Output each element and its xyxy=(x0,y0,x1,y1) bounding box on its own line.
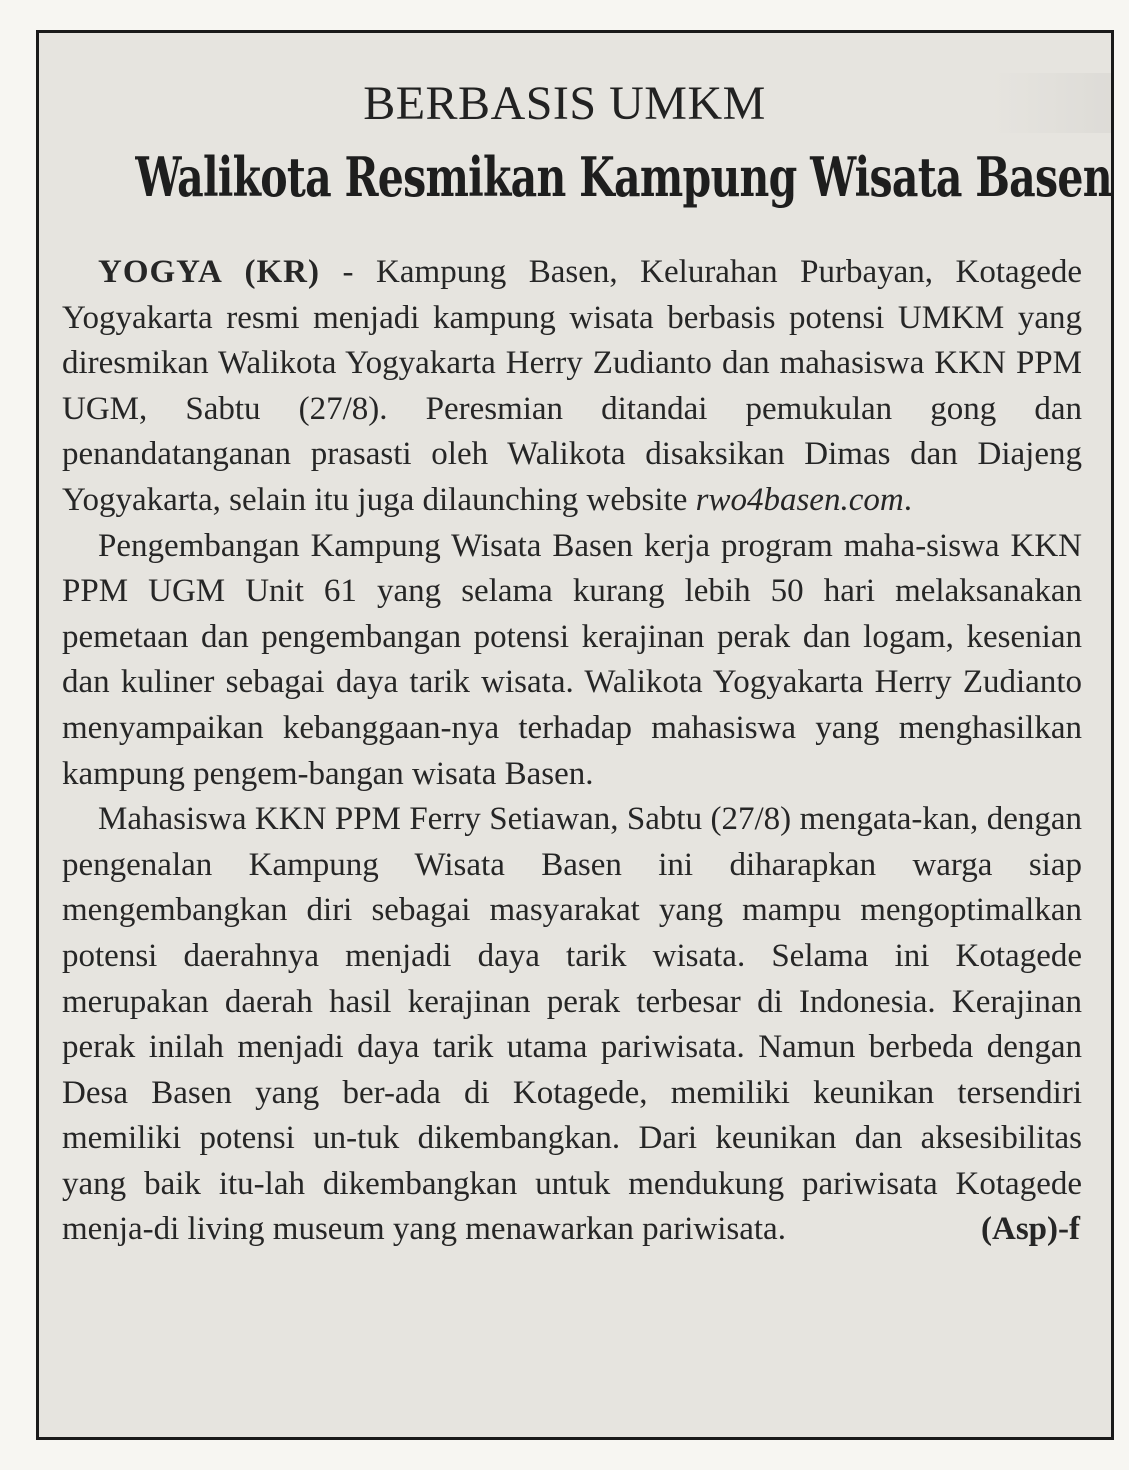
article-headline: Walikota Resmikan Kampung Wisata Basen xyxy=(135,145,1112,209)
paragraph-2: Pengembangan Kampung Wisata Basen kerja program maha-siswa KKN PPM UGM Unit 61 yang selama kurang lebih 50 hari melaksanakan pemetaan dan pengembangan potensi kerajinan perak dan logam, kesenian dan kuliner sebagai daya tarik wisata. Walikota Yogyakarta Herry Zudianto menyampaikan kebanggaan-nya terhadap mahasiswa yang menghasilkan kampung pengem-bangan wisata Basen. xyxy=(62,527,1082,792)
article-kicker: BERBASIS UMKM xyxy=(363,77,766,130)
paragraph-1-text: - Kampung Basen, Kelurahan Purbayan, Kotagede Yogyakarta resmi menjadi kampung wisata berbasis potensi UMKM yang diresmikan Walikota Yogyakarta Herry Zudianto dan mahasiswa KKN PPM UGM, Sabtu (27/8). Peresmian ditandai pemukulan gong dan penandatanganan prasasti oleh Walikota disaksikan Dimas dan Diajeng Yogyakarta, selain itu juga dilaunching website xyxy=(62,254,1082,518)
paragraph-3-text: Mahasiswa KKN PPM Ferry Setiawan, Sabtu (27/8) mengata-kan, dengan pengenalan Kampung Wisata Basen ini diharapkan warga siap mengembangkan diri sebagai masyarakat yang mampu mengoptimalkan potensi daerahnya menjadi daya tarik wisata. Selama ini Kotagede merupakan daerah hasil kerajinan perak terbesar di Indonesia. Kerajinan perak inilah menjadi daya tarik utama pariwisata. Namun berbeda dengan Desa Basen yang ber-ada di Kotagede, memiliki keunikan tersendiri memiliki potensi un-tuk dikembangkan. Dari keunikan dan aksesibilitas yang baik itu-lah dikembangkan untuk mendukung pariwisata Kotagede menja-di living museum yang menawarkan pariwisata. xyxy=(62,801,1082,1248)
author-signature: (Asp)-f xyxy=(981,1211,1080,1248)
article-body xyxy=(62,250,1082,1253)
paragraph-1-end: . xyxy=(903,481,912,518)
paragraph-1 xyxy=(62,250,1082,524)
dateline: YOGYA (KR) xyxy=(98,254,320,290)
paragraph-3 xyxy=(62,797,1082,1253)
website-text: rwo4basen.com xyxy=(695,481,904,518)
